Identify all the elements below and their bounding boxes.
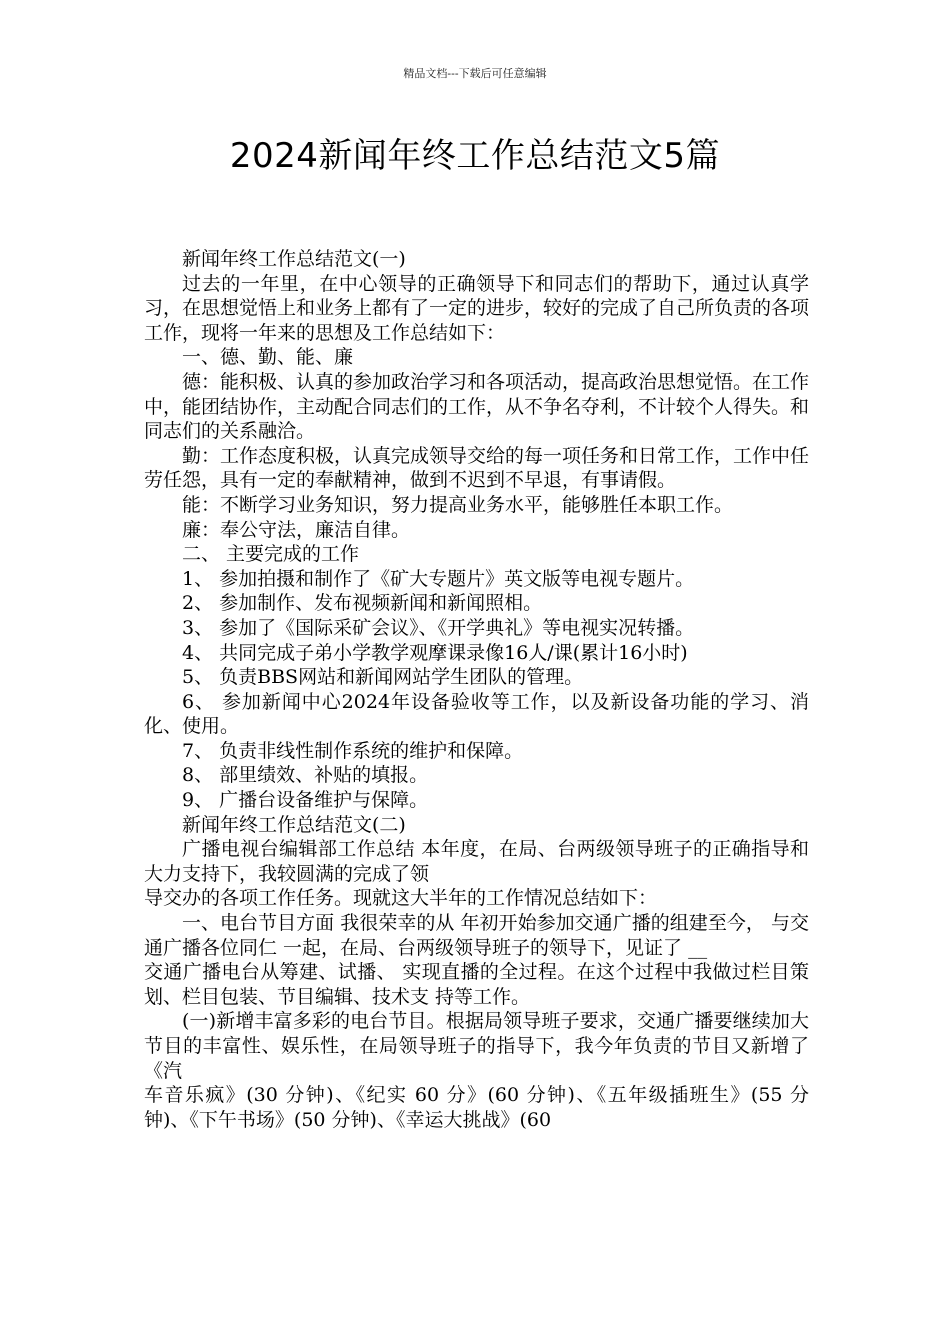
body-paragraph: 能：不断学习业务知识，努力提高业务水平，能够胜任本职工作。 [182, 493, 734, 516]
header-note: 精品文档---下载后可任意编辑 [403, 67, 547, 80]
body-paragraph: 新闻年终工作总结范文(二) [182, 813, 406, 836]
body-paragraph: 8、 部里绩效、补贴的填报。 [182, 764, 429, 787]
body-paragraph: 廉：奉公守法，廉洁自律。 [182, 518, 411, 541]
body-paragraph: 7、 负责非线性制作系统的维护和保障。 [182, 739, 524, 762]
body-paragraph: 2、 参加制作、发布视频新闻和新闻照相。 [182, 592, 543, 615]
body-paragraph: 导交办的各项工作任务。现就这大半年的工作情况总结如下： [144, 887, 658, 910]
body-paragraph: 4、 共同完成子弟小学教学观摩课录像16人/课(累计16小时) [182, 641, 688, 664]
document-title: 2024新闻年终工作总结范文5篇 [229, 136, 721, 176]
body-paragraph: 新闻年终工作总结范文(一) [182, 248, 406, 270]
body-paragraph: 5、 负责BBS网站和新闻网站学生团队的管理。 [182, 666, 584, 689]
body-paragraph: (一)新增丰富多彩的电台节目。根据局领导班子要求，交通广播要继续加大 节目的丰富性、娱乐性，在局领导班子的指导下，我今年负责的节目又新增了《汽 [144, 1010, 809, 1082]
body-paragraph: 一、德、勤、能、廉 [182, 346, 354, 369]
body-paragraph: 9、 广播台设备维护与保障。 [182, 789, 429, 812]
body-paragraph: 广播电视台编辑部工作总结 本年度，在局、台两级领导班子的正确指导和大力支持下，我较圆满的完成了领 [144, 838, 809, 885]
body-paragraph: 二、 主要完成的工作 [182, 543, 360, 566]
body-paragraph: 德：能积极、认真的参加政治学习和各项活动，提高政治思想觉悟。在工作中，能团结协作，主动配合同志们的工作，从不争名夺利，不计较个人得失。和同志们的关系融洽。 [144, 370, 810, 443]
body-paragraph: 1、 参加拍摄和制作了《矿大专题片》英文版等电视专题片。 [182, 567, 695, 590]
body-paragraph: 过去的一年里，在中心领导的正确领导下和同志们的帮助下，通过认真学习，在思想觉悟上和业务上都有了一定的进步，较好的完成了自己所负责的各项工作，现将一年来的思想及工作总结如下： [144, 272, 810, 344]
body-paragraph: 勤：工作态度积极，认真完成领导交给的每一项任务和日常工作，工作中任劳任怨，具有一定的奉献精神，做到不迟到不早退，有事请假。 [144, 444, 810, 492]
body-paragraph: 3、 参加了《国际采矿会议》、《开学典礼》等电视实况转播。 [182, 616, 695, 639]
body-paragraph: 一、电台节目方面 我很荣幸的从 年初开始参加交通广播的组建至今， 与交通广播各位同仁 一起，在局、台两级领导班子的领导下，见证了 __ [144, 912, 809, 959]
body-paragraph: 6、 参加新闻中心2024年设备验收等工作，以及新设备功能的学习、消化、使用。 [144, 690, 809, 738]
body-paragraph: 交通广播电台从筹建、试播、 实现直播的全过程。在这个过程中我做过栏目策划、栏目包装、节目编辑、技术支 持等工作。 [144, 961, 809, 1008]
body-paragraph: 车音乐疯》(30 分钟)、《纪实 60 分》(60 分钟)、《五年级插班生》(55 分钟)、《下午书场》(50 分钟)、《幸运大挑战》(60 [144, 1084, 809, 1131]
document-body [144, 247, 809, 1132]
